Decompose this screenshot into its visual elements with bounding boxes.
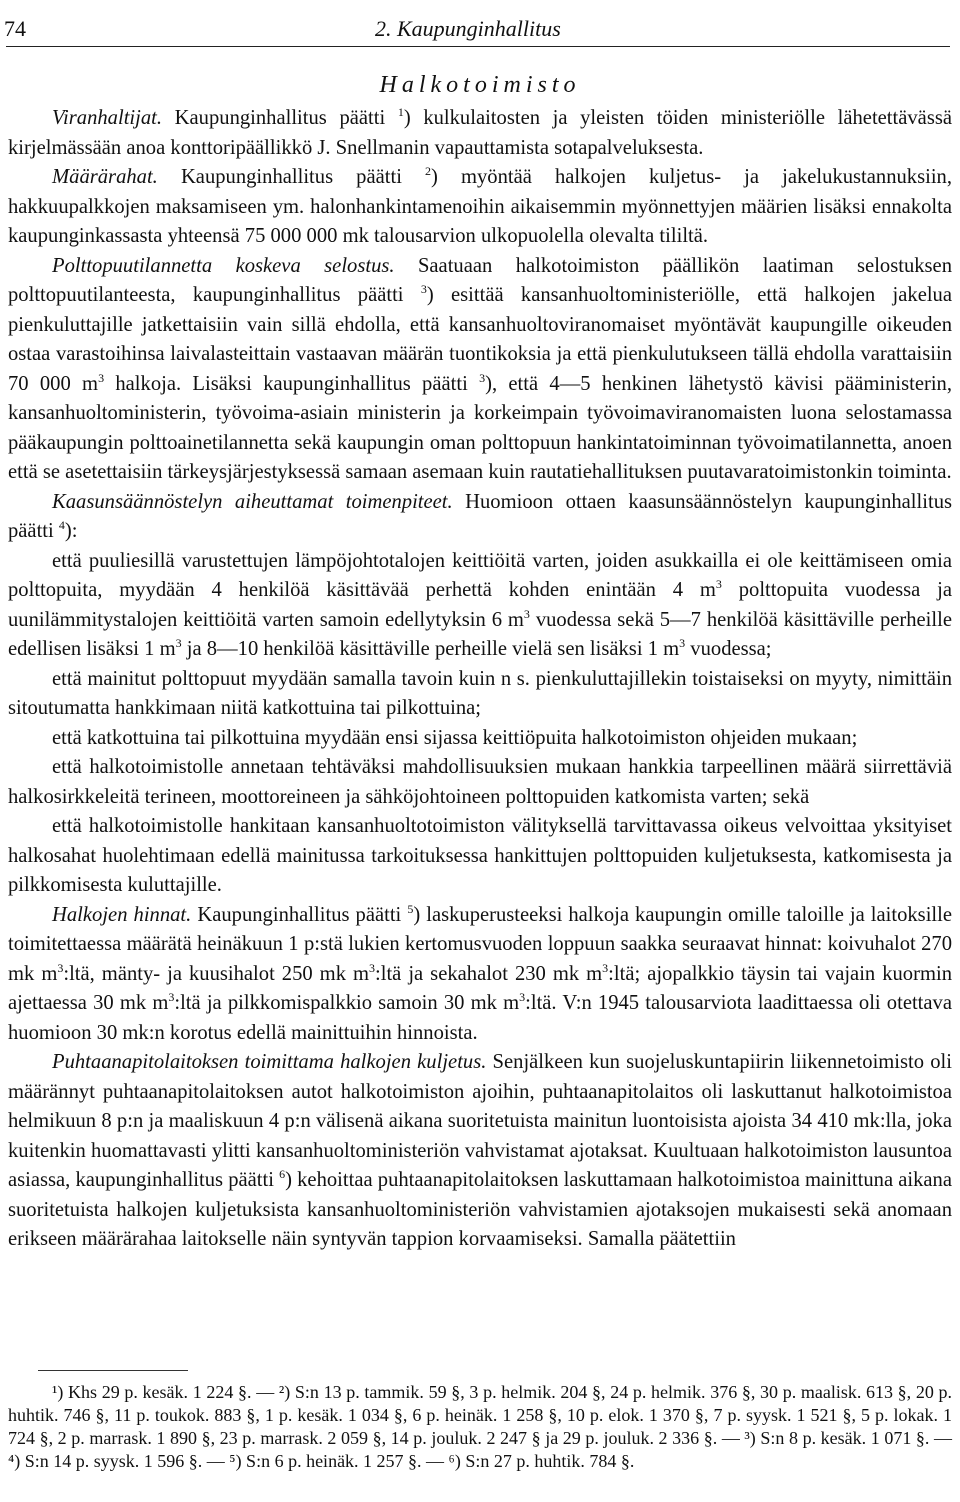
running-head: 2. Kaupunginhallitus bbox=[375, 16, 561, 41]
paragraph-text: ) esittää kansanhuoltoministeriölle, että halkojen jakelua pienkuluttajille jatkettaisiin vain sillä ehdolla, että kansanhuoltoviranomaiset myöntävät kaupungille oikeuden ostaa varastoihinsa laivalasteittain vastaavan määrän tuontikoksia ja että pienkulutukseen tällä ehdolla varattaisiin 70 000 m bbox=[8, 284, 952, 395]
paragraph-maararahat bbox=[8, 163, 952, 252]
section-title: Halkotoimisto bbox=[379, 72, 581, 98]
paragraph-text: :ltä; ajopalkkio täysin tai vajain kuormin ajettaessa 30 mk m bbox=[8, 962, 953, 1014]
paragraph-lead: Puhtaanapitolaitoksen toimittama halkojen kuljetus. bbox=[52, 1051, 487, 1073]
footnote-ref: 4 bbox=[58, 518, 65, 533]
paragraph-text: :ltä, mänty- ja kuusihalot 250 mk m bbox=[63, 962, 370, 985]
superscript: 3 bbox=[523, 606, 530, 621]
paragraph-kaasunsaannostely bbox=[8, 488, 952, 547]
page-header bbox=[0, 10, 960, 50]
paragraph-lead: Kaasunsäännöstelyn aiheuttamat toimenpiteet. bbox=[52, 490, 453, 513]
paragraph-clause-3: että katkottuina tai pilkottuina myydään ensi sijassa keittiöpuita halkotoimiston ohjeiden mukaan; bbox=[52, 726, 858, 749]
paragraph-polttopuutilanne bbox=[8, 252, 952, 488]
paragraph-text: Huomioon ottaen kaasunsäännöstelyn kaupunginhallitus päätti bbox=[8, 490, 953, 542]
footnote-ref: 3 bbox=[420, 282, 427, 297]
superscript: 3 bbox=[519, 990, 526, 1005]
footnote-rule bbox=[38, 1370, 188, 1371]
paragraph-lead: Määrärahat. bbox=[52, 166, 158, 188]
paragraph-text: Kaupunginhallitus päätti bbox=[162, 107, 398, 129]
footnote-ref: 1 bbox=[397, 105, 404, 120]
paragraph-text: Senjälkeen kun suojeluskuntapiirin liikennetoimisto oli määrännyt puhtaanapitolaitoksen autot halkotoimiston ajoihin, puhtaanapitolaitos oli laskuttanut halkotoimistoa helmikuun 8 p:n ja maaliskuun 4 p:n välisenä aikana suoritetuista mainitun luontoisista ajoista 34 410 mk:lla, joka kuitenkin huomattavasti ylitti kansanhuoltoministeriön vahvistamat ajotaksat. Kuultuaan halkotoimiston lausuntoa asiassa, kaupunginhallitus päätti bbox=[8, 1051, 952, 1191]
paragraph-text: :ltä. V:n 1945 talousarviota laadittaessa oli otettava huomioon 30 mk:n korotus edellä mainittuihin hinnoista. bbox=[8, 992, 952, 1044]
paragraph-lead: Halkojen hinnat. bbox=[52, 903, 192, 926]
paragraph-text: ja 8—10 henkilöä käsittäville perheille vielä sen lisäksi 1 m bbox=[181, 638, 680, 660]
paragraph-viranhaltijat bbox=[8, 104, 952, 163]
paragraph-text: ) kulkulaitosten ja yleisten töiden ministeriölle lähetettävässä kirjelmässään anoa konttoripäällikkö J. Snellmanin vapauttamista sotapalveluksesta. bbox=[8, 107, 952, 159]
paragraph-text: Kaupunginhallitus päätti bbox=[191, 903, 408, 926]
footnote-ref: 6 bbox=[279, 1167, 286, 1182]
paragraph-text: että puuliesillä varustettujen lämpöjohtotalojen keittiöitä varten, joiden asukkailla ei ole keittämiseen omia polttopuita, myydään 4 henkilöä käsittävää perhettä kohden enintään 4 m bbox=[8, 549, 952, 601]
paragraph-clause-5: että halkotoimistolle hankitaan kansanhuoltotoimiston välityksellä tarvittavassa oikeus velvoittaa yksityiset halkosahat huolehtimaan edellä mainitussa tarkoituksessa hankittujen polttopuiden kuljetuksesta, katkomisesta ja pilkkomisesta kuluttajille. bbox=[8, 815, 952, 896]
footnotes bbox=[8, 1370, 952, 1473]
paragraph-text: ) kehoittaa puhtaanapitolaitoksen laskuttamaan halkotoimistoa mainittuna aikana suoritetuista halkojen kuljetuksista kansanhuoltoministeriön vahvistamien ajotaksojen mukaisesti sekä anomaan erikseen määrärahaa laitokselle näin syntyvän tappion korvaamiseksi. Samalla päätettiin bbox=[8, 1169, 952, 1250]
superscript: 3 bbox=[602, 960, 609, 975]
paragraph-text: halkoja. Lisäksi kaupunginhallitus päätti bbox=[104, 372, 480, 395]
paragraph-text: vuodessa; bbox=[685, 638, 772, 660]
paragraph-halkojen-hinnat bbox=[8, 901, 952, 1049]
paragraph-text: ) myöntää halkojen kuljetus- ja jakelukustannuksiin, hakkuupalkkojen maksamiseen ym. halonhankintamenoihin aikaisemmin myönnettyjen määrien lisäksi ennakolta kaupunginkassasta yhteensä 75 000 000 mk talousarvion ulkopuolella olevalta tililtä. bbox=[8, 166, 952, 247]
paragraph-text: Saatuaan halkotoimiston päällikön laatiman selostuksen polttopuutilanteesta, kaupunginhallitus päätti bbox=[8, 254, 952, 306]
paragraph-text: ): bbox=[64, 520, 78, 542]
body-text bbox=[8, 104, 952, 1255]
page-number: 74 bbox=[4, 16, 26, 41]
footnote-ref: 2 bbox=[425, 164, 432, 179]
paragraph-text: vuodessa sekä 5—7 henkilöä käsittäville perheille edellisen lisäksi 1 m bbox=[8, 608, 952, 660]
paragraph-text: ) laskuperusteeksi halkoja kaupungin omille taloille ja laitoksille toimitettaessa määrätä heinäkuun 1 p:stä lukien kertomusvuoden loppuun saakka seuraavat hinnat: koivuhalot 270 mk m bbox=[8, 903, 953, 985]
paragraph-lead: Polttopuutilannetta koskeva selostus. bbox=[52, 254, 395, 277]
superscript: 3 bbox=[369, 960, 376, 975]
superscript: 3 bbox=[679, 636, 686, 651]
superscript: 3 bbox=[57, 960, 64, 975]
paragraph-kuljetus bbox=[8, 1048, 952, 1255]
paragraph-clause-1 bbox=[8, 547, 952, 665]
paragraph-text: :ltä ja sekahalot 230 mk m bbox=[375, 962, 603, 985]
superscript: 3 bbox=[168, 990, 175, 1005]
paragraph-text: polttopuita vuodessa ja uunilämmitystalojen keittiöitä varten samoin edellytyksin 6 m bbox=[8, 579, 952, 631]
paragraph-text: :ltä ja pilkkomispalkkio samoin 30 mk m bbox=[174, 992, 520, 1014]
superscript: 3 bbox=[175, 636, 182, 651]
paragraph-text: Kaupunginhallitus päätti bbox=[157, 166, 426, 188]
superscript: 3 bbox=[715, 577, 722, 592]
paragraph-clause-4: että halkotoimistolle annetaan tehtäväksi mahdollisuuksien mukaan hankkia tarpeellinen määrä siirrettäviä halkosirkkeleitä terineen, moottoreineen ja sähköjohtoineen polttopuiden katkomista varten; sekä bbox=[8, 756, 952, 808]
footnote-ref: 3 bbox=[479, 370, 486, 385]
footnote-text: ¹) Khs 29 p. kesäk. 1 224 §. — ²) S:n 13 p. tammik. 59 §, 3 p. helmik. 204 §, 24 p. helmik. 376 §, 30 p. maalisk. 613 §, 20 p. huhtik. 746 §, 11 p. toukok. 883 §, 1 p. kesäk. 1 034 §, 6 p. heinäk. 1 258 §, 10 p. elok. 1 370 §, 7 p. syysk. 1 521 §, 5 p. lokak. 1 724 §, 2 p. marrask. 1 890 §, 23 p. marrask. 2 059 §, 14 p. jouluk. 2 247 § ja 29 p. jouluk. 2 336 §. — ³) S:n 8 p. kesäk. 1 071 §. — ⁴) S:n 14 p. syysk. 1 596 §. — ⁵) S:n 6 p. heinäk. 1 257 §. — ⁶) S:n 27 p. huhtik. 784 §. bbox=[8, 1382, 952, 1471]
paragraph-clause-2: että mainitut polttopuut myydään samalla tavoin kuin n s. pienkuluttajillekin toistaiseksi on myyty, nimittäin sitoutumatta hankkimaan niitä katkottuina tai pilkottuina; bbox=[8, 667, 952, 719]
paragraph-text: ), että 4—5 henkinen lähetystö kävisi pääministerin, kansanhuoltoministerin, työvoima-asiain ministerin ja korkeimpain työvoimaviranomaisten luona selostamassa pääkaupungin polttoainetilannetta sekä kaupungin oman polttopuun hankintatoiminnan työvoimatilannetta, anoen että se asetettaisiin tärkeysjärjestyksessä samaan asemaan kuin rautatiehallituksen puutavaratoimistonkin toiminta. bbox=[8, 372, 952, 483]
footnote-ref: 5 bbox=[407, 901, 414, 916]
superscript: 3 bbox=[98, 370, 105, 385]
header-rule bbox=[6, 46, 950, 47]
paragraph-lead: Viranhaltijat. bbox=[52, 107, 163, 129]
